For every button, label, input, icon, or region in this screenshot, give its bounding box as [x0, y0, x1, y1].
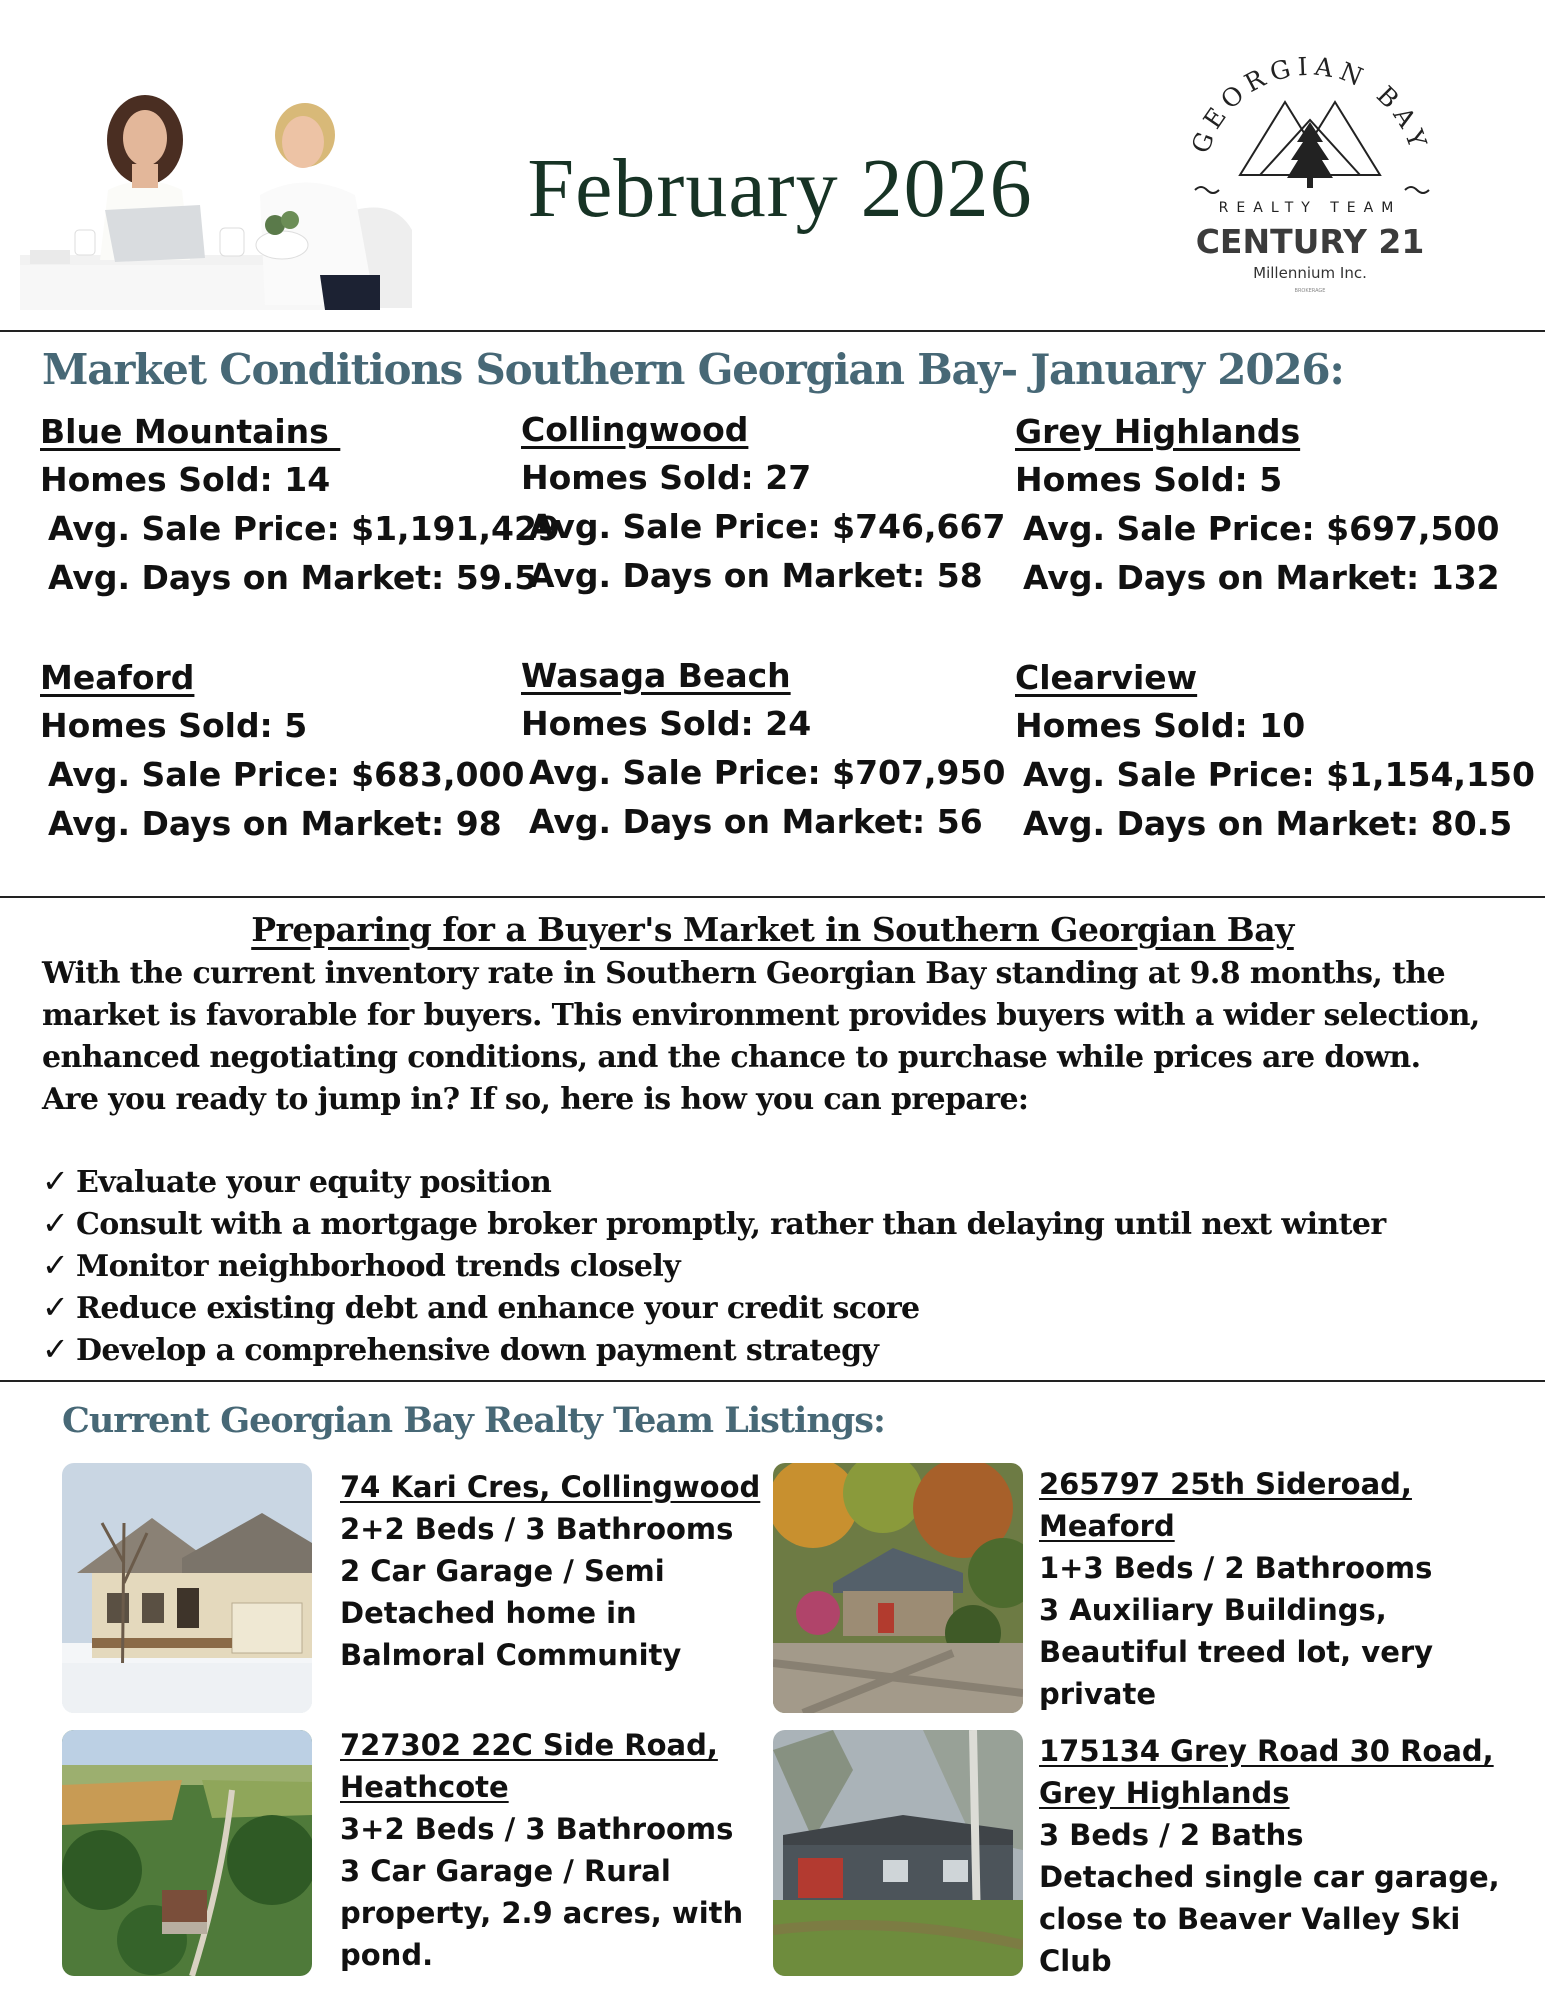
homes-sold: Homes Sold: 5	[40, 706, 308, 745]
listing-detail: 3+2 Beds / 3 Bathrooms	[340, 1812, 734, 1846]
avg-days-on-market: Avg. Days on Market: 98	[48, 804, 502, 843]
listing-photo-grey-road-30[interactable]	[773, 1730, 1023, 1976]
article-line: enhanced negotiating conditions, and the chance to purchase while prices are down.	[42, 1040, 1421, 1075]
listing-grey-road-30	[1039, 1730, 1500, 1982]
listing-detail: close to Beaver Valley Ski	[1039, 1902, 1461, 1936]
article-title: Preparing for a Buyer's Market in Southern Georgian Bay	[251, 910, 1294, 949]
georgian-bay-century21-logo	[1165, 40, 1455, 310]
logo-fine-print: BROKERAGE	[1294, 288, 1326, 294]
avg-sale-price: Avg. Sale Price: $746,667	[529, 507, 1006, 546]
listing-detail: 2+2 Beds / 3 Bathrooms	[340, 1512, 734, 1546]
avg-days-on-market: Avg. Days on Market: 80.5	[1023, 804, 1513, 843]
logo-arc-text: GEORGIAN BAY	[1185, 51, 1435, 157]
logo-brand: CENTURY 21	[1195, 222, 1425, 261]
listing-detail: 2 Car Garage / Semi	[340, 1554, 665, 1588]
avg-days-on-market: Avg. Days on Market: 56	[529, 802, 983, 841]
divider-middle	[0, 896, 1545, 898]
area-blue-mountains	[40, 412, 560, 607]
listing-22c-side-road	[340, 1724, 743, 1976]
listing-detail: Club	[1039, 1944, 1112, 1978]
homes-sold: Homes Sold: 24	[521, 704, 812, 743]
listing-detail: 1+3 Beds / 2 Bathrooms	[1039, 1551, 1433, 1585]
checkmark-icon: ✓	[42, 1162, 69, 1200]
listing-detail: Beautiful treed lot, very	[1039, 1635, 1434, 1669]
avg-days-on-market: Avg. Days on Market: 132	[1023, 558, 1500, 597]
homes-sold: Homes Sold: 14	[40, 460, 331, 499]
homes-sold: Homes Sold: 27	[521, 458, 812, 497]
area-clearview	[1015, 658, 1535, 853]
area-name: Clearview	[1015, 658, 1198, 697]
listing-address[interactable]: Heathcote	[340, 1770, 509, 1804]
article-body	[42, 953, 1512, 1121]
avg-days-on-market: Avg. Days on Market: 59.5	[48, 558, 538, 597]
avg-sale-price: Avg. Sale Price: $1,154,150	[1023, 755, 1535, 794]
listing-detail: Detached home in	[340, 1596, 637, 1630]
checklist-item: ✓ Reduce existing debt and enhance your credit score	[42, 1288, 920, 1326]
area-name: Meaford	[40, 658, 195, 697]
logo-mark	[1165, 40, 1455, 310]
listing-detail: pond.	[340, 1938, 434, 1972]
checkmark-icon: ✓	[42, 1330, 69, 1368]
divider-bottom	[0, 1380, 1545, 1382]
listing-detail: private	[1039, 1677, 1157, 1711]
listing-address[interactable]: Grey Highlands	[1039, 1776, 1290, 1810]
listings-heading: Current Georgian Bay Realty Team Listings:	[62, 1400, 885, 1441]
checklist-item: ✓ Monitor neighborhood trends closely	[42, 1246, 681, 1284]
listing-address[interactable]: 175134 Grey Road 30 Road,	[1039, 1734, 1494, 1768]
market-conditions-heading: Market Conditions Southern Georgian Bay- January 2026:	[42, 345, 1344, 394]
listing-photo-25th-sideroad[interactable]	[773, 1463, 1023, 1713]
area-grey-highlands	[1015, 412, 1500, 607]
listing-detail: 3 Car Garage / Rural	[340, 1854, 671, 1888]
checkmark-icon: ✓	[42, 1246, 69, 1284]
listing-address[interactable]: 265797 25th Sideroad,	[1039, 1467, 1412, 1501]
listing-photo-22c-side-road[interactable]	[62, 1730, 312, 1976]
listing-address[interactable]: Meaford	[1039, 1509, 1175, 1543]
area-name: Grey Highlands	[1015, 412, 1301, 451]
area-collingwood	[521, 410, 1005, 605]
homes-sold: Homes Sold: 10	[1015, 706, 1306, 745]
logo-office: Millennium Inc.	[1253, 264, 1367, 282]
article-line: With the current inventory rate in Southern Georgian Bay standing at 9.8 months, the	[42, 956, 1446, 991]
avg-sale-price: Avg. Sale Price: $683,000	[48, 755, 525, 794]
checklist-item: ✓ Evaluate your equity position	[42, 1162, 552, 1200]
checkmark-icon: ✓	[42, 1288, 69, 1326]
listing-detail: 3 Beds / 2 Baths	[1039, 1818, 1304, 1852]
listing-address[interactable]: 727302 22C Side Road,	[340, 1728, 718, 1762]
article-line: market is favorable for buyers. This environment provides buyers with a wider selection,	[42, 998, 1480, 1033]
listing-detail: Detached single car garage,	[1039, 1860, 1500, 1894]
area-wasaga-beach	[521, 656, 1005, 851]
checklist-item: ✓ Consult with a mortgage broker promptly, rather than delaying until next winter	[42, 1204, 1386, 1242]
listing-detail: property, 2.9 acres, with	[340, 1896, 744, 1930]
area-name: Collingwood	[521, 410, 749, 449]
divider-top	[0, 330, 1545, 332]
team-photo	[20, 80, 420, 310]
listing-kari-cres	[340, 1466, 760, 1676]
article-line: Are you ready to jump in? If so, here is how you can prepare:	[42, 1082, 1029, 1117]
listing-25th-sideroad	[1039, 1463, 1433, 1715]
area-name: Blue Mountains	[40, 412, 341, 451]
listing-address[interactable]: 74 Kari Cres, Collingwood	[340, 1470, 761, 1504]
prep-checklist	[42, 1160, 1386, 1370]
listing-photo-kari-cres[interactable]	[62, 1463, 312, 1713]
avg-sale-price: Avg. Sale Price: $1,191,429	[48, 509, 560, 548]
listing-detail: Balmoral Community	[340, 1638, 682, 1672]
avg-days-on-market: Avg. Days on Market: 58	[529, 556, 983, 595]
listing-detail: 3 Auxiliary Buildings,	[1039, 1593, 1387, 1627]
area-name: Wasaga Beach	[521, 656, 791, 695]
page-title: February 2026	[527, 142, 1033, 235]
logo-subtitle: REALTY TEAM	[1218, 200, 1402, 216]
checkmark-icon: ✓	[42, 1204, 69, 1242]
checklist-item: ✓ Develop a comprehensive down payment strategy	[42, 1330, 879, 1368]
avg-sale-price: Avg. Sale Price: $697,500	[1023, 509, 1500, 548]
area-meaford	[40, 658, 524, 853]
homes-sold: Homes Sold: 5	[1015, 460, 1283, 499]
avg-sale-price: Avg. Sale Price: $707,950	[529, 753, 1006, 792]
